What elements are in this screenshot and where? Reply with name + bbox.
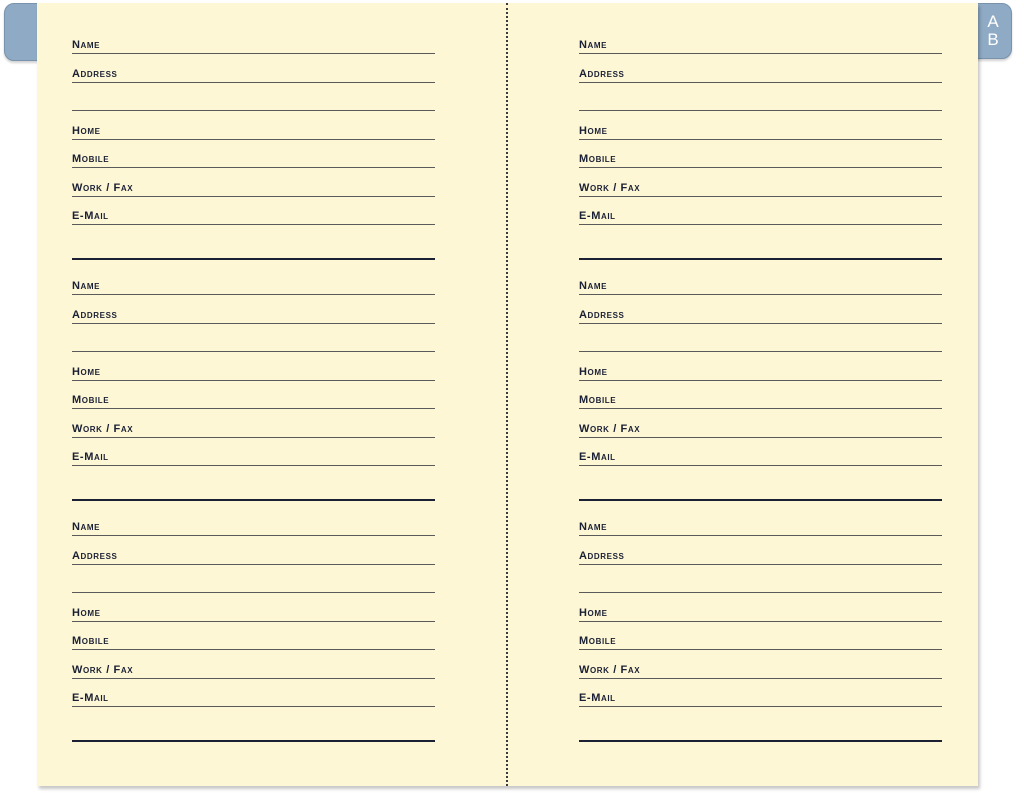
mobile-field[interactable] [72, 628, 435, 650]
mobile-field[interactable] [72, 387, 435, 409]
tab-letter-b: B [987, 30, 999, 49]
name-field-label: Name [579, 280, 608, 292]
work-fax-field-label: Work / Fax [72, 423, 134, 435]
mobile-field-label: Mobile [72, 394, 110, 406]
email-field-label: E-Mail [579, 451, 616, 463]
contact-entry [72, 3, 435, 263]
email-field-label: E-Mail [579, 692, 616, 704]
work-fax-field-label: Work / Fax [72, 182, 134, 194]
address-line-2[interactable] [72, 89, 435, 111]
email-field[interactable] [579, 444, 942, 466]
name-field[interactable] [579, 273, 942, 295]
address-field[interactable] [72, 302, 435, 324]
home-phone-field-label: Home [579, 366, 608, 378]
mobile-field-label: Mobile [579, 153, 617, 165]
address-field[interactable] [72, 543, 435, 565]
home-phone-field[interactable] [72, 359, 435, 381]
spine-perforation [506, 3, 508, 786]
tab-letter-a: A [987, 12, 999, 31]
address-field[interactable] [579, 543, 942, 565]
name-field[interactable] [72, 32, 435, 54]
address-line-2[interactable] [72, 330, 435, 352]
contact-entry [579, 244, 942, 504]
home-phone-field-label: Home [72, 607, 101, 619]
contact-entry [72, 244, 435, 504]
name-field-label: Name [72, 39, 101, 51]
name-field[interactable] [72, 273, 435, 295]
entry-divider [72, 740, 435, 742]
email-field[interactable] [72, 685, 435, 707]
work-fax-field[interactable] [72, 657, 435, 679]
home-phone-field[interactable] [579, 118, 942, 140]
contact-entry [579, 485, 942, 745]
work-fax-field[interactable] [579, 657, 942, 679]
work-fax-field-label: Work / Fax [579, 423, 641, 435]
address-field-label: Address [72, 309, 118, 321]
email-field[interactable] [579, 203, 942, 225]
address-line-2[interactable] [579, 89, 942, 111]
home-phone-field[interactable] [72, 600, 435, 622]
home-phone-field-label: Home [72, 366, 101, 378]
name-field-label: Name [72, 280, 101, 292]
work-fax-field[interactable] [72, 416, 435, 438]
mobile-field-label: Mobile [579, 635, 617, 647]
address-field-label: Address [579, 309, 625, 321]
address-line-2[interactable] [579, 330, 942, 352]
work-fax-field[interactable] [579, 175, 942, 197]
mobile-field[interactable] [579, 628, 942, 650]
name-field[interactable] [579, 32, 942, 54]
home-phone-field-label: Home [72, 125, 101, 137]
mobile-field-label: Mobile [579, 394, 617, 406]
mobile-field-label: Mobile [72, 635, 110, 647]
home-phone-field[interactable] [579, 600, 942, 622]
name-field[interactable] [579, 514, 942, 536]
entry-divider [579, 740, 942, 742]
contact-entry [579, 3, 942, 263]
name-field-label: Name [579, 39, 608, 51]
address-field[interactable] [72, 61, 435, 83]
name-field-label: Name [579, 521, 608, 533]
home-phone-field[interactable] [72, 118, 435, 140]
mobile-field[interactable] [579, 146, 942, 168]
work-fax-field[interactable] [72, 175, 435, 197]
email-field-label: E-Mail [72, 692, 109, 704]
address-field[interactable] [579, 302, 942, 324]
address-field[interactable] [579, 61, 942, 83]
work-fax-field-label: Work / Fax [579, 182, 641, 194]
work-fax-field[interactable] [579, 416, 942, 438]
work-fax-field-label: Work / Fax [72, 664, 134, 676]
name-field[interactable] [72, 514, 435, 536]
name-field-label: Name [72, 521, 101, 533]
email-field[interactable] [72, 203, 435, 225]
email-field-label: E-Mail [72, 210, 109, 222]
home-phone-field-label: Home [579, 607, 608, 619]
address-field-label: Address [72, 550, 118, 562]
address-line-2[interactable] [72, 571, 435, 593]
address-line-2[interactable] [579, 571, 942, 593]
email-field[interactable] [72, 444, 435, 466]
mobile-field-label: Mobile [72, 153, 110, 165]
home-phone-field[interactable] [579, 359, 942, 381]
mobile-field[interactable] [72, 146, 435, 168]
email-field-label: E-Mail [579, 210, 616, 222]
email-field[interactable] [579, 685, 942, 707]
address-field-label: Address [579, 550, 625, 562]
address-field-label: Address [579, 68, 625, 80]
contact-entry [72, 485, 435, 745]
home-phone-field-label: Home [579, 125, 608, 137]
mobile-field[interactable] [579, 387, 942, 409]
address-field-label: Address [72, 68, 118, 80]
work-fax-field-label: Work / Fax [579, 664, 641, 676]
email-field-label: E-Mail [72, 451, 109, 463]
